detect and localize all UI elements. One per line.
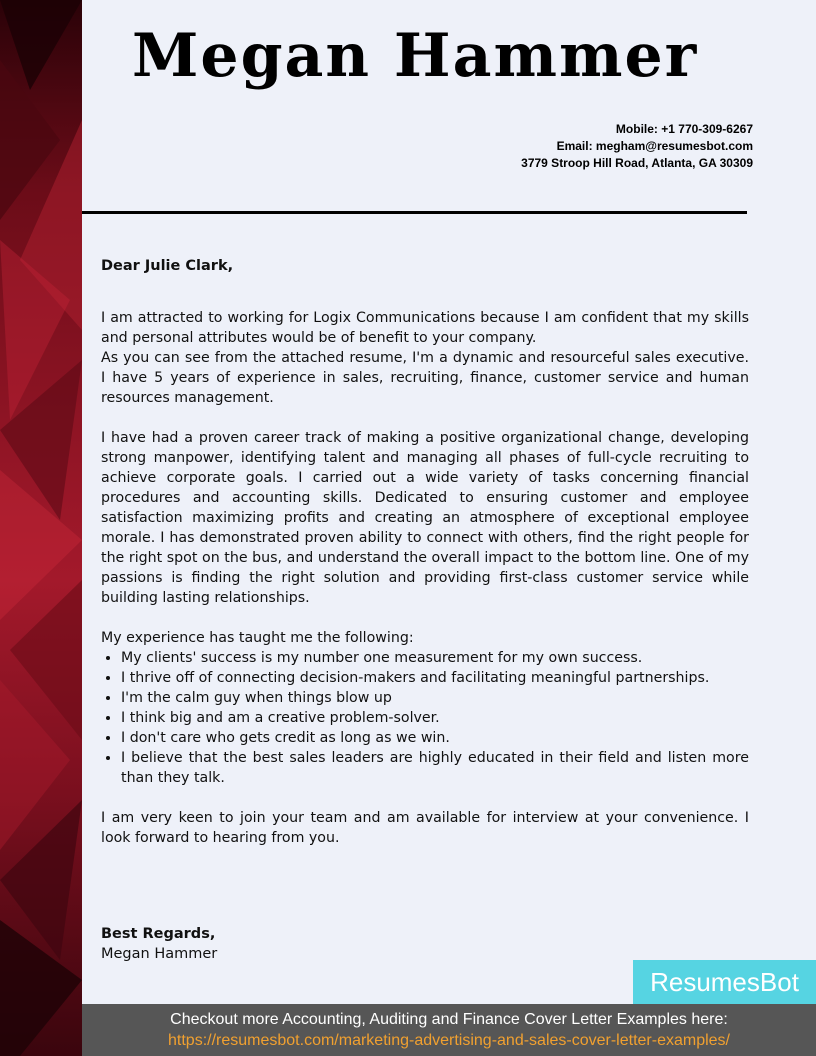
header-divider (82, 211, 747, 214)
paragraph-2: As you can see from the attached resume, I'm a dynamic and resourceful sales executive. I have 5 years of experience in sales, recruiting, finance, customer service and human resources management. (101, 350, 749, 406)
paragraph-3: I have had a proven career track of making a positive organizational change, developing strong manpower, identifying talent and managing all phases of full-cycle recruiting to achieve corporate goals. I carried out a wide variety of tasks concerning financial procedures and accounting skills. Dedicated to ensuring customer and employee satisfaction maximizing profits and creating an atmosphere of exceptional employee morale. I has demonstrated proven ability to connect with others, find the right people for the right spot on the bus, and understand the overall impact to the bottom line. One of my passions is finding the right solution and providing first-class customer service while building lasting relationships. (101, 430, 749, 606)
contact-block (521, 121, 753, 172)
list-item: • I don't care who gets credit as long as we win. (121, 728, 749, 748)
footer-cta: Checkout more Accounting, Auditing and Finance Cover Letter Examples here: (170, 1011, 728, 1028)
decorative-sidebar (0, 0, 82, 1056)
letter-body (101, 256, 749, 848)
experience-list (101, 648, 749, 788)
footer-banner (82, 1004, 816, 1056)
signoff (101, 924, 217, 964)
salutation: Dear Julie Clark, (101, 258, 234, 274)
email-address: Email: megham@resumesbot.com (556, 139, 753, 153)
list-item: • I'm the calm guy when things blow up (121, 688, 749, 708)
list-item: • My clients' success is my number one measurement for my own success. (121, 648, 749, 668)
closing-paragraph: I am very keen to join your team and am available for interview at your convenience. I look forward to hearing from you. (101, 810, 749, 846)
list-item: • I thrive off of connecting decision-makers and facilitating meaningful partnerships. (121, 668, 749, 688)
applicant-name: Megan Hammer (132, 21, 699, 91)
bullet-intro: My experience has taught me the following: (101, 630, 414, 646)
closing: Best Regards, (101, 926, 216, 942)
list-item: • I think big and am a creative problem-solver. (121, 708, 749, 728)
mobile-number: Mobile: +1 770-309-6267 (615, 122, 753, 136)
polygon-pattern (0, 0, 82, 1056)
footer-link[interactable]: https://resumesbot.com/marketing-advertising-and-sales-cover-letter-examples/ (168, 1032, 730, 1049)
paragraph-1: I am attracted to working for Logix Communications because I am confident that my skills and personal attributes would be of benefit to your company. (101, 310, 749, 346)
list-item: • I believe that the best sales leaders are highly educated in their field and listen more than they talk. (121, 748, 749, 788)
brand-logo[interactable]: ResumesBot (633, 960, 816, 1004)
street-address: 3779 Stroop Hill Road, Atlanta, GA 30309 (521, 156, 753, 170)
signature-name: Megan Hammer (101, 946, 218, 962)
